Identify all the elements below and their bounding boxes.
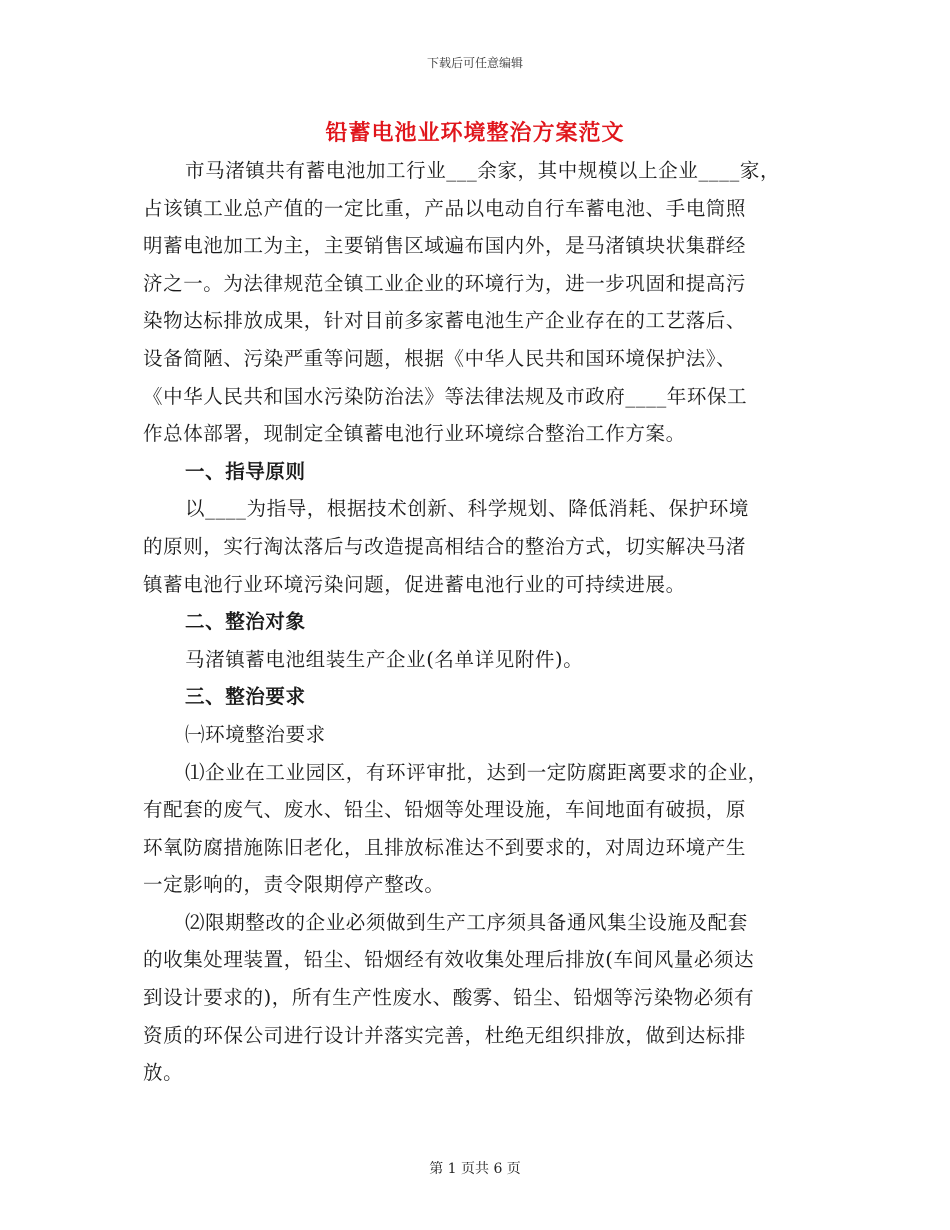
paragraph-line: 作总体部署，现制定全镇蓄电池行业环境综合整治工作方案。 bbox=[143, 422, 686, 446]
paragraph-line: 市马渚镇共有蓄电池加工行业___余家，其中规模以上企业____家， bbox=[185, 159, 781, 182]
paragraph-line: 有配套的废气、废水、铅尘、铅烟等处理设施，车间地面有破损，原 bbox=[143, 798, 747, 822]
paragraph-line: 环氧防腐措施陈旧老化，且排放标准达不到要求的，对周边环境产生 bbox=[143, 835, 747, 859]
subsection-heading: ㈠环境整治要求 bbox=[185, 722, 326, 746]
paragraph-line: 明蓄电池加工为主，主要销售区域遍布国内外，是马渚镇块状集群经 bbox=[143, 234, 747, 258]
page-footer: 第 1 页共 6 页 bbox=[429, 1161, 521, 1177]
paragraph-line: 到设计要求的)，所有生产性废水、酸雾、铅尘、铅烟等污染物必须有 bbox=[143, 986, 755, 1010]
section-heading: 一、指导原则 bbox=[185, 459, 306, 483]
paragraph-line: 济之一。为法律规范全镇工业企业的环境行为，进一步巩固和提高污 bbox=[143, 271, 747, 295]
paragraph-line: 一定影响的，责令限期停产整改。 bbox=[143, 873, 445, 897]
document-title: 铅蓄电池业环境整治方案范文 bbox=[325, 120, 625, 146]
paragraph-line: 的原则，实行淘汰落后与改造提高相结合的整治方式，切实解决马渚 bbox=[143, 534, 747, 558]
page-header: 下载后可任意编辑 bbox=[426, 56, 523, 70]
paragraph-line: 资质的环保公司进行设计并落实完善，杜绝无组织排放，做到达标排 bbox=[143, 1023, 747, 1047]
paragraph-line: 镇蓄电池行业环境污染问题，促进蓄电池行业的可持续进展。 bbox=[143, 572, 686, 596]
paragraph-line: 设备简陋、污染严重等问题，根据《中华人民共和国环境保护法》、 bbox=[143, 346, 737, 370]
paragraph-line: 马渚镇蓄电池组装生产企业(名单详见附件)。 bbox=[185, 647, 584, 671]
paragraph-line: 《中华人民共和国水污染防治法》等法律法规及市政府____年环保工 bbox=[143, 384, 748, 408]
paragraph-line: ⑴企业在工业园区，有环评审批，达到一定防腐距离要求的企业， bbox=[185, 760, 768, 784]
paragraph-line: 占该镇工业总产值的一定比重，产品以电动自行车蓄电池、手电筒照 bbox=[143, 196, 747, 220]
paragraph-line: 染物达标排放成果，针对目前多家蓄电池生产企业存在的工艺落后、 bbox=[143, 309, 747, 333]
document-body bbox=[143, 152, 823, 1092]
paragraph-line: 以____为指导，根据技术创新、科学规划、降低消耗、保护环境 bbox=[185, 497, 750, 521]
paragraph-line: ⑵限期整改的企业必须做到生产工序须具备通风集尘设施及配套 bbox=[185, 910, 748, 934]
paragraph-line: 放。 bbox=[143, 1061, 184, 1085]
section-heading: 二、整治对象 bbox=[185, 610, 306, 634]
paragraph-line: 的收集处理装置，铅尘、铅烟经有效收集处理后排放(车间风量必须达 bbox=[143, 948, 755, 972]
section-heading: 三、整治要求 bbox=[185, 685, 306, 709]
